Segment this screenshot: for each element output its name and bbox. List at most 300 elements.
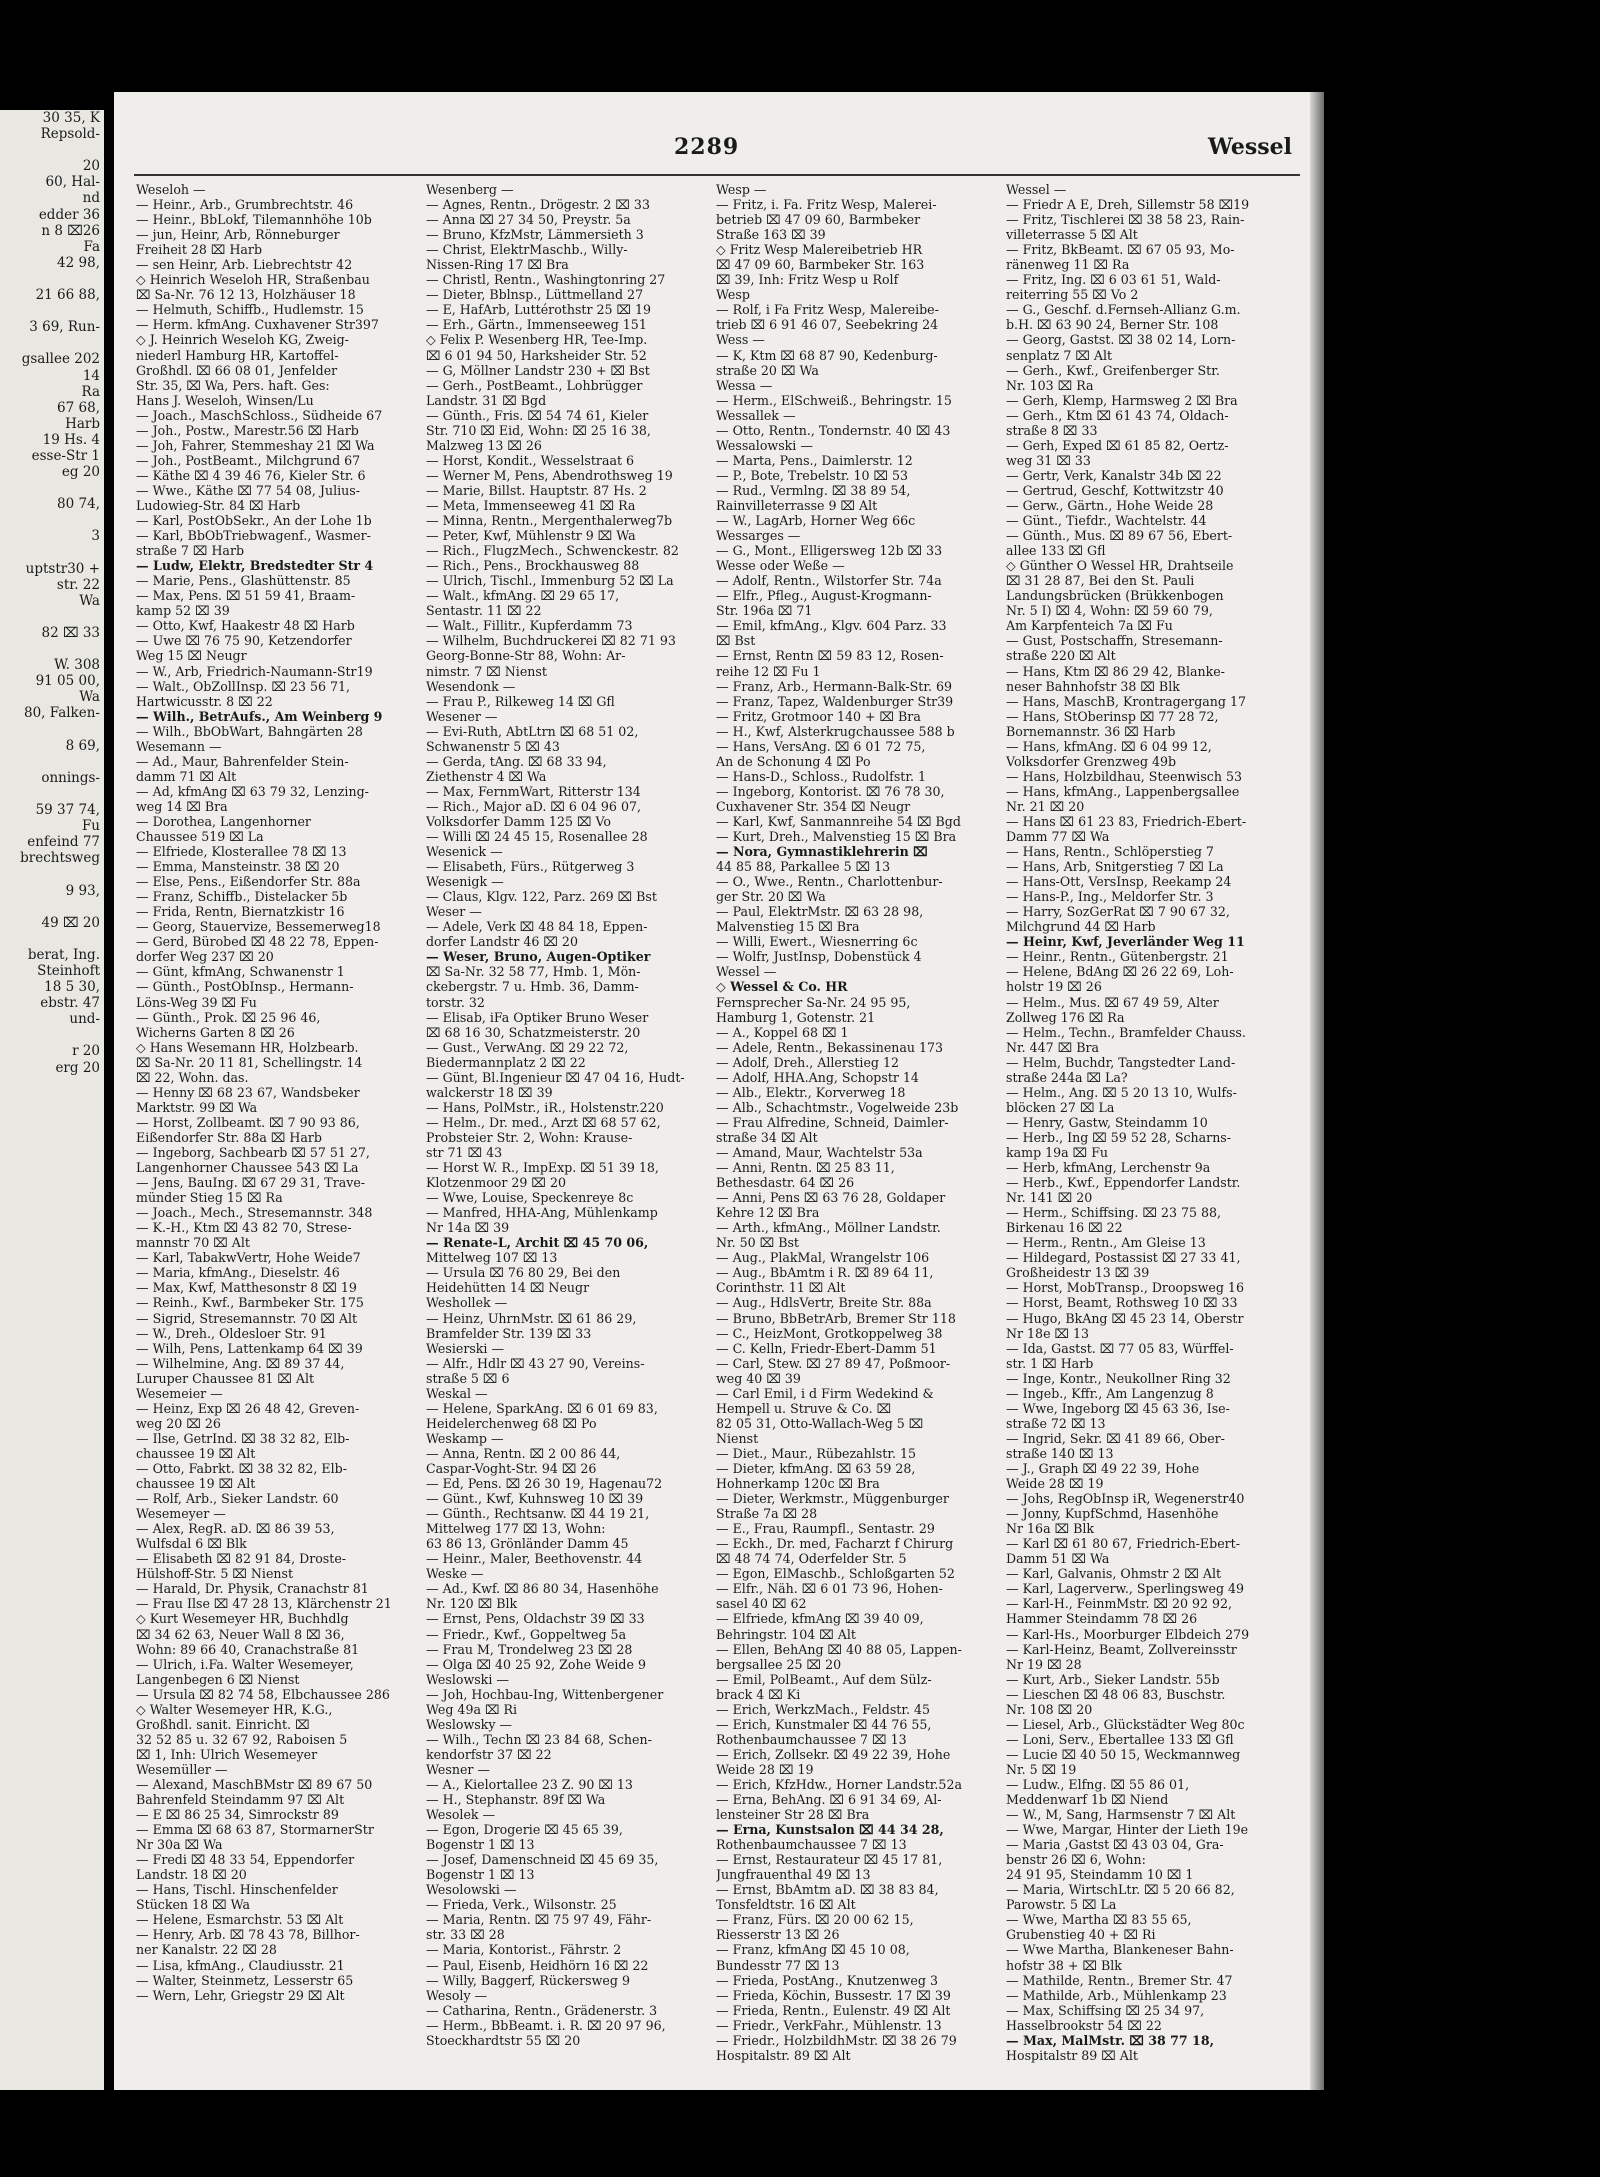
directory-entry: — Christl, Rentn., Washingtonring 27 xyxy=(426,272,666,288)
directory-entry: — Frau Alfredine, Schneid, Daimler- xyxy=(716,1114,949,1130)
column-2 xyxy=(426,182,716,2082)
directory-entry: — Max, Pens. ⌧ 51 59 41, Braam- xyxy=(136,588,356,604)
directory-entry: — Helm., Mus. ⌧ 67 49 59, Alter xyxy=(1006,994,1219,1010)
directory-entry: — W., Dreh., Oldesloer Str. 91 xyxy=(136,1325,327,1341)
directory-entry: — Helm., Dr. med., Arzt ⌧ 68 57 62, xyxy=(426,1114,661,1130)
directory-entry: — H., Stephanstr. 89f ⌧ Wa xyxy=(426,1792,606,1808)
directory-entry: Freiheit 28 ⌧ Harb xyxy=(136,242,263,258)
directory-entry: — Inge, Kontr., Neukollner Ring 32 xyxy=(1006,1370,1231,1386)
adjacent-page-fragment: Ra xyxy=(81,383,100,400)
directory-entry: — Frida, Rentn, Biernatzkistr 16 xyxy=(136,904,345,920)
directory-entry: — Joh, Hochbau-Ing, Wittenbergener xyxy=(426,1686,664,1702)
directory-entry: — Maria, kfmAng., Dieselstr. 46 xyxy=(136,1265,340,1281)
directory-entry: — Willy, Baggerf, Rückersweg 9 xyxy=(426,1972,630,1988)
directory-entry: — Henny ⌧ 68 23 67, Wandsbeker xyxy=(136,1084,360,1100)
directory-entry: Nr 18e ⌧ 13 xyxy=(1006,1325,1090,1341)
directory-entry: — Ellen, BehAng ⌧ 40 88 05, Lappen- xyxy=(716,1641,962,1657)
directory-entry: Wesener — xyxy=(426,708,498,724)
directory-entry: ◇ Fritz Wesp Malereibetrieb HR xyxy=(716,242,923,258)
directory-entry: — W., LagArb, Horner Weg 66c xyxy=(716,513,916,529)
directory-entry: — Fritz, Tischlerei ⌧ 38 58 23, Rain- xyxy=(1006,212,1245,228)
directory-entry: — C., HeizMont, Grotkoppelweg 38 xyxy=(716,1325,943,1341)
directory-entry: Riesserstr 13 ⌧ 26 xyxy=(716,1927,840,1943)
directory-entry: Wessalowski — xyxy=(716,437,813,453)
directory-entry: ⌧ Bst xyxy=(716,633,756,649)
directory-entry: — Helmuth, Schiffb., Hudlemstr. 15 xyxy=(136,302,364,318)
directory-entry: kamp 19a ⌧ Fu xyxy=(1006,1145,1109,1160)
adjacent-page-fragment: 80, Falken- xyxy=(23,705,100,722)
directory-entry: Löns-Weg 39 ⌧ Fu xyxy=(136,994,257,1010)
directory-entry: Volksdorfer Damm 125 ⌧ Vo xyxy=(426,813,612,829)
directory-entry: Zollweg 176 ⌧ Ra xyxy=(1006,1009,1125,1025)
directory-entry: Straße 163 ⌧ 39 xyxy=(716,227,826,243)
directory-entry: — Dieter, kfmAng. ⌧ 63 59 28, xyxy=(716,1460,916,1476)
adjacent-page-fragment xyxy=(0,480,104,496)
directory-entry: ⌧ Sa-Nr. 32 58 77, Hmb. 1, Mön- xyxy=(426,964,641,980)
directory-entry: benstr 26 ⌧ 6, Wohn: xyxy=(1006,1852,1146,1868)
directory-entry: straße 20 ⌧ Wa xyxy=(716,362,819,378)
directory-entry: — Uwe ⌧ 76 75 90, Ketzendorfer xyxy=(136,633,352,649)
column-4 xyxy=(1006,182,1296,2082)
directory-entry: Nr. 5 I) ⌧ 4, Wohn: ⌧ 59 60 79, xyxy=(1006,603,1213,619)
directory-entry: münder Stieg 15 ⌧ Ra xyxy=(136,1190,283,1206)
directory-entry: Wesp — xyxy=(716,182,767,197)
directory-entry: — Herb, kfmAng, Lerchenstr 9a xyxy=(1006,1160,1211,1176)
directory-entry: — Hans, VersAng. ⌧ 6 01 72 75, xyxy=(716,738,926,754)
directory-entry: Marktstr. 99 ⌧ Wa xyxy=(136,1099,258,1115)
page-header xyxy=(114,134,1310,164)
directory-entry: — Günt, Bl.Ingenieur ⌧ 47 04 16, Hudt- xyxy=(426,1069,685,1085)
directory-entry: — Herm. kfmAng. Cuxhavener Str397 xyxy=(136,317,379,333)
directory-entry: — Joh., Postw., Marestr.56 ⌧ Harb xyxy=(136,422,359,438)
directory-entry: — Herm., Schiffsing. ⌧ 23 75 88, xyxy=(1006,1205,1222,1221)
directory-entry: Großhdl. ⌧ 66 08 01, Jenfelder xyxy=(136,362,338,378)
adjacent-page-fragment: 9 93, xyxy=(65,882,100,899)
directory-entry: Nr. 141 ⌧ 20 xyxy=(1006,1190,1093,1206)
directory-entry: Volksdorfer Grenzweg 49b xyxy=(1006,753,1177,769)
directory-entry: — Aug., HdlsVertr, Breite Str. 88a xyxy=(716,1295,932,1311)
adjacent-page-fragment: str. 22 xyxy=(56,576,100,593)
directory-entry: — Günth., Mus. ⌧ 89 67 56, Ebert- xyxy=(1006,528,1233,544)
directory-entry: Weslowsky — xyxy=(426,1716,513,1732)
directory-entry: torstr. 32 xyxy=(426,994,485,1010)
directory-entry: — Ernst, BbAmtm aD. ⌧ 38 83 84, xyxy=(716,1882,939,1898)
directory-entry: Georg-Bonne-Str 88, Wohn: Ar- xyxy=(426,648,626,664)
directory-entry: — Adolf, Dreh., Allerstieg 12 xyxy=(716,1054,899,1070)
directory-entry: Nissen-Ring 17 ⌧ Bra xyxy=(426,257,569,273)
directory-entry: Wesenberg — xyxy=(426,182,514,197)
directory-entry: ◇ Kurt Wesemeyer HR, Buchhdlg xyxy=(136,1611,349,1627)
directory-entry: weg 31 ⌧ 33 xyxy=(1006,452,1091,468)
directory-entry: — Helene, BdAng ⌧ 26 22 69, Loh- xyxy=(1006,964,1234,980)
directory-entry: 82 05 31, Otto-Wallach-Weg 5 ⌧ xyxy=(716,1415,924,1431)
directory-entry: — Diet., Maur., Rübezahlstr. 15 xyxy=(716,1445,916,1461)
directory-entry: — Ad., Maur, Bahrenfelder Stein- xyxy=(136,753,349,769)
adjacent-page-fragment xyxy=(0,866,104,882)
directory-entry: — Alb., Elektr., Korverweg 18 xyxy=(716,1084,906,1100)
directory-entry: — Karl ⌧ 61 80 67, Friedrich-Ebert- xyxy=(1006,1536,1240,1552)
directory-entry: — Wilh., BbObWart, Bahngärten 28 xyxy=(136,723,363,739)
directory-entry: b.H. ⌧ 63 90 24, Berner Str. 108 xyxy=(1006,317,1219,333)
directory-entry: — Paul, ElektrMstr. ⌧ 63 28 98, xyxy=(716,904,924,920)
directory-entry: — Henry, Gastw, Steindamm 10 xyxy=(1006,1114,1208,1130)
directory-entry: ◇ J. Heinrich Weseloh KG, Zweig- xyxy=(136,332,349,348)
header-rule xyxy=(134,174,1300,176)
directory-entry: — Horst, MobTransp., Droopsweg 16 xyxy=(1006,1280,1244,1296)
directory-entry: ◇ Wessel & Co. HR xyxy=(716,979,848,995)
directory-entry: — Franz, Fürs. ⌧ 20 00 62 15, xyxy=(716,1912,914,1928)
adjacent-page-fragment: 18 5 30, xyxy=(44,979,100,996)
directory-entry: — H., Kwf, Alsterkrugchaussee 588 b xyxy=(716,723,955,739)
directory-entry: Weg 15 ⌧ Neugr xyxy=(136,648,247,664)
directory-entry: — Herb., Kwf., Eppendorfer Landstr. xyxy=(1006,1175,1241,1191)
directory-entry: Damm 51 ⌧ Wa xyxy=(1006,1551,1110,1567)
running-head: Wessel xyxy=(1207,134,1292,160)
adjacent-page-fragment: 14 xyxy=(82,367,100,384)
directory-entry: — Ad, kfmAng ⌧ 63 79 32, Lenzing- xyxy=(136,783,369,799)
directory-entry: — Adolf, HHA.Ang, Schopstr 14 xyxy=(716,1069,919,1085)
directory-entry: Stücken 18 ⌧ Wa xyxy=(136,1897,250,1913)
directory-entry: — W., Arb, Friedrich-Naumann-Str19 xyxy=(136,663,373,679)
directory-entry: — Gerh, Exped ⌧ 61 85 82, Oertz- xyxy=(1006,437,1229,453)
directory-entry: — Minna, Rentn., Mergenthalerweg7b xyxy=(426,513,673,529)
directory-entry: betrieb ⌧ 47 09 60, Barmbeker xyxy=(716,212,921,228)
directory-entry: neser Bahnhofstr 38 ⌧ Blk xyxy=(1006,678,1180,694)
directory-entry: — Rich., Pens., Brockhausweg 88 xyxy=(426,558,640,574)
directory-entry: — Rud., Vermlng. ⌧ 38 89 54, xyxy=(716,482,911,498)
directory-entry: — sen Heinr, Arb. Liebrechtstr 42 xyxy=(136,257,353,273)
directory-entry: — Helm., Ang. ⌧ 5 20 13 10, Wulfs- xyxy=(1006,1084,1237,1100)
directory-entry: hofstr 38 + ⌧ Blk xyxy=(1006,1957,1122,1973)
directory-entry: — E., Frau, Raumpfl., Sentastr. 29 xyxy=(716,1521,935,1537)
directory-entry: — Marta, Pens., Daimlerstr. 12 xyxy=(716,452,913,468)
directory-entry: — Sigrid, Stresemannstr. 70 ⌧ Alt xyxy=(136,1310,358,1326)
directory-entry: Nr. 5 ⌧ 19 xyxy=(1006,1761,1077,1777)
directory-entry: — Günth., PostObInsp., Hermann- xyxy=(136,979,354,995)
directory-entry: Nr 16a ⌧ Blk xyxy=(1006,1521,1095,1537)
directory-entry: — Friedr., Kwf., Goppeltweg 5a xyxy=(426,1626,627,1642)
directory-entry: — Kurt, Dreh., Malvenstieg 15 ⌧ Bra xyxy=(716,829,957,845)
directory-entry: — Maria, Kontorist., Fährstr. 2 xyxy=(426,1942,622,1958)
directory-entry: Birkenau 16 ⌧ 22 xyxy=(1006,1220,1123,1236)
directory-entry: — Gerh., PostBeamt., Lohbrügger xyxy=(426,377,643,393)
directory-entry: — Hans, Tischl. Hinschenfelder xyxy=(136,1882,338,1898)
adjacent-page-fragment xyxy=(0,722,104,738)
adjacent-page-fragment xyxy=(0,931,104,947)
directory-entry: — Joach., Mech., Stresemannstr. 348 xyxy=(136,1205,373,1221)
directory-entry: straße 244a ⌧ La? xyxy=(1006,1069,1128,1085)
directory-entry: ◇ Heinrich Weseloh HR, Straßenbau xyxy=(136,272,370,288)
directory-entry: Hospitalstr 89 ⌧ Alt xyxy=(1006,2047,1138,2063)
directory-entry: Str. 710 ⌧ Eid, Wohn: ⌧ 25 16 38, xyxy=(426,422,651,438)
directory-entry: — Heinr, Kwf, Jeverländer Weg 11 xyxy=(1006,934,1245,950)
directory-entry: — Elfr., Näh. ⌧ 6 01 73 96, Hohen- xyxy=(716,1581,943,1597)
directory-entry: — Egon, Drogerie ⌧ 45 65 39, xyxy=(426,1822,623,1838)
adjacent-page-fragment xyxy=(0,142,104,158)
directory-entry: 24 91 95, Steindamm 10 ⌧ 1 xyxy=(1006,1867,1194,1883)
adjacent-page-fragment: nd xyxy=(82,190,100,207)
directory-entry: Straße 7a ⌧ 28 xyxy=(716,1506,818,1522)
directory-entry: — Günt, kfmAng, Schwanenstr 1 xyxy=(136,964,345,980)
directory-entry: — Harry, SozGerRat ⌧ 7 90 67 32, xyxy=(1006,904,1230,920)
directory-entry: Biedermannplatz 2 ⌧ 22 xyxy=(426,1054,586,1070)
adjacent-page-fragment xyxy=(0,609,104,625)
directory-entry: straße 140 ⌧ 13 xyxy=(1006,1445,1114,1461)
directory-entry: Mittelweg 177 ⌧ 13, Wohn: xyxy=(426,1521,606,1537)
directory-entry: Nr. 50 ⌧ Bst xyxy=(716,1235,799,1251)
directory-entry: — Werner M, Pens, Abendrothsweg 19 xyxy=(426,467,673,483)
directory-entry: ger Str. 20 ⌧ Wa xyxy=(716,889,826,905)
directory-entry: — Hans-P., Ing., Meldorfer Str. 3 xyxy=(1006,889,1214,905)
directory-entry: kendorfstr 37 ⌧ 22 xyxy=(426,1746,552,1762)
directory-entry: — Franz, Schiffb., Distelacker 5b xyxy=(136,889,348,905)
directory-entry: — Wwe, Louise, Speckenreye 8c xyxy=(426,1190,634,1206)
directory-entry: — Emil, kfmAng., Klgv. 604 Parz. 33 xyxy=(716,618,947,634)
adjacent-page-fragment: Wa xyxy=(79,689,100,706)
directory-entry: — Heinz, UhrnMstr. ⌧ 61 86 29, xyxy=(426,1310,637,1326)
directory-entry: — Walt., kfmAng. ⌧ 29 65 17, xyxy=(426,588,620,604)
directory-entry: — Ingrid, Sekr. ⌧ 41 89 66, Ober- xyxy=(1006,1430,1225,1446)
adjacent-page-fragment xyxy=(0,641,104,657)
directory-entry: — Lisa, kfmAng., Claudiusstr. 21 xyxy=(136,1957,345,1973)
directory-entry: — Hans ⌧ 61 23 83, Friedrich-Ebert- xyxy=(1006,813,1247,829)
directory-entry: — Karl-Heinz, Beamt, Zollvereinsstr xyxy=(1006,1641,1237,1657)
directory-entry: — Mathilde, Rentn., Bremer Str. 47 xyxy=(1006,1972,1233,1988)
directory-entry: — E ⌧ 86 25 34, Simrockstr 89 xyxy=(136,1807,339,1823)
directory-entry: — Ulrich, i.Fa. Walter Wesemeyer, xyxy=(136,1656,354,1672)
directory-entry: — Hans, Ktm ⌧ 86 29 42, Blanke- xyxy=(1006,663,1225,679)
directory-entry: Stoeckhardtstr 55 ⌧ 20 xyxy=(426,2032,581,2048)
adjacent-page-fragment: berat, Ing. xyxy=(27,946,100,963)
adjacent-page-fragment: 21 66 88, xyxy=(35,287,100,304)
directory-entry: — Ernst, Pens, Oldachstr 39 ⌧ 33 xyxy=(426,1611,645,1627)
directory-entry: — Henry, Arb. ⌧ 78 43 78, Billhor- xyxy=(136,1927,360,1943)
directory-entry: — Meta, Immenseeweg 41 ⌧ Ra xyxy=(426,497,636,513)
directory-entry: ⌧ 48 74 74, Oderfelder Str. 5 xyxy=(716,1551,907,1567)
directory-entry: — Erna, Kunstsalon ⌧ 44 34 28, xyxy=(716,1822,944,1838)
directory-entry: — Hans, Arb, Snitgerstieg 7 ⌧ La xyxy=(1006,859,1224,875)
directory-entry: — Catharina, Rentn., Grädenerstr. 3 xyxy=(426,2002,658,2018)
directory-entry: — Helene, SparkAng. ⌧ 6 01 69 83, xyxy=(426,1400,658,1416)
adjacent-page-fragment: 67 68, xyxy=(57,399,100,416)
adjacent-page-fragment: enfeind 77 xyxy=(27,834,100,851)
directory-entry: Wesierski — xyxy=(426,1340,505,1356)
directory-entry: Hans J. Weseloh, Winsen/Lu xyxy=(136,392,314,408)
directory-entry: Langenbegen 6 ⌧ Nienst xyxy=(136,1671,300,1687)
directory-entry: Langenhorner Chaussee 543 ⌧ La xyxy=(136,1160,359,1176)
directory-entry: — Erich, Kunstmaler ⌧ 44 76 55, xyxy=(716,1716,932,1732)
directory-entry: — Ilse, GetrInd. ⌧ 38 32 82, Elb- xyxy=(136,1430,350,1446)
directory-entry: Wesendonk — xyxy=(426,678,516,694)
directory-entry: — Dieter, Werkmstr., Müggenburger xyxy=(716,1491,949,1507)
directory-entry: — Elisabeth, Fürs., Rütgerweg 3 xyxy=(426,859,635,875)
directory-entry: ⌧ 6 01 94 50, Harksheider Str. 52 xyxy=(426,347,647,363)
directory-entry: lensteiner Str 28 ⌧ Bra xyxy=(716,1807,870,1823)
directory-entry: Fernsprecher Sa-Nr. 24 95 95, xyxy=(716,994,911,1010)
directory-entry: ⌧ 1, Inh: Ulrich Wesemeyer xyxy=(136,1746,318,1762)
directory-entry: Weide 28 ⌧ 19 xyxy=(1006,1476,1104,1492)
adjacent-page-fragment: eg 20 xyxy=(61,464,100,481)
directory-entry: holstr 19 ⌧ 26 xyxy=(1006,979,1102,995)
directory-entry: — C. Kelln, Friedr-Ebert-Damm 51 xyxy=(716,1340,937,1356)
directory-entry: — Ursula ⌧ 82 74 58, Elbchaussee 286 xyxy=(136,1686,390,1702)
directory-entry: — Amand, Maur, Wachtelstr 53a xyxy=(716,1145,923,1160)
directory-entry: — Friedr., VerkFahr., Mühlenstr. 13 xyxy=(716,2017,942,2033)
directory-entry: — Emil, PolBeamt., Auf dem Sülz- xyxy=(716,1671,932,1687)
adjacent-page-fragment xyxy=(0,271,104,287)
directory-entry: — Ad., Kwf. ⌧ 86 80 34, Hasenhöhe xyxy=(426,1581,659,1597)
directory-entry: — Adele, Verk ⌧ 48 84 18, Eppen- xyxy=(426,919,648,935)
directory-entry: — Hans, StOberinsp ⌧ 77 28 72, xyxy=(1006,708,1219,724)
directory-entry: — K.-H., Ktm ⌧ 43 82 70, Strese- xyxy=(136,1220,352,1236)
directory-entry: — Horst, Kondit., Wesselstraat 6 xyxy=(426,452,635,468)
directory-entry: — Anni, Pens ⌧ 63 76 28, Goldaper xyxy=(716,1190,946,1206)
directory-entry: — Helene, Esmarchstr. 53 ⌧ Alt xyxy=(136,1912,344,1928)
directory-entry: — Loni, Serv., Ebertallee 133 ⌧ Gfl xyxy=(1006,1731,1234,1747)
directory-entry: Landungsbrücken (Brükkenbogen xyxy=(1006,588,1224,604)
directory-entry: — Fritz, BkBeamt. ⌧ 67 05 93, Mo- xyxy=(1006,242,1235,258)
adjacent-page-fragment xyxy=(0,754,104,770)
directory-entry: Wesp xyxy=(716,287,750,303)
directory-entry: — Johs, RegObInsp iR, Wegenerstr40 xyxy=(1006,1491,1245,1507)
directory-entry: ränenweg 11 ⌧ Ra xyxy=(1006,257,1130,273)
directory-entry: Hamburg 1, Gotenstr. 21 xyxy=(716,1009,876,1025)
directory-entry: villeterrasse 5 ⌧ Alt xyxy=(1006,227,1138,243)
directory-entry: Weser — xyxy=(426,904,482,920)
directory-entry: — Hans-D., Schloss., Rudolfstr. 1 xyxy=(716,768,927,784)
adjacent-page-fragment: brechtsweg xyxy=(20,850,100,867)
directory-entry: Heidelerchenweg 68 ⌧ Po xyxy=(426,1415,597,1431)
directory-entry: — Karl, BbObTriebwagenf., Wasmer- xyxy=(136,528,371,544)
directory-entry: — Hans, Holzbildhau, Steenwisch 53 xyxy=(1006,768,1242,784)
directory-entry: — Elfriede, kfmAng ⌧ 39 40 09, xyxy=(716,1611,924,1627)
directory-entry: — Maria, Rentn. ⌧ 75 97 49, Fähr- xyxy=(426,1912,652,1928)
directory-entry: Wesolowski — xyxy=(426,1882,517,1898)
directory-entry: Milchgrund 44 ⌧ Harb xyxy=(1006,919,1156,935)
directory-entry: — Aug., BbAmtm i R. ⌧ 89 64 11, xyxy=(716,1265,934,1281)
directory-entry: — Wilhelmine, Ang. ⌧ 89 37 44, xyxy=(136,1355,345,1371)
directory-entry: — Günth., Rechtsanw. ⌧ 44 19 21, xyxy=(426,1506,650,1522)
directory-entry: — Otto, Rentn., Tondernstr. 40 ⌧ 43 xyxy=(716,422,951,438)
directory-entry: — Erich, WerkzMach., Feldstr. 45 xyxy=(716,1701,931,1717)
directory-entry: — Joach., MaschSchloss., Südheide 67 xyxy=(136,407,383,423)
directory-entry: Corinthstr. 11 ⌧ Alt xyxy=(716,1280,846,1296)
directory-entry: Nr. 108 ⌧ 20 xyxy=(1006,1701,1093,1717)
directory-entry: Hasselbrookstr 54 ⌧ 22 xyxy=(1006,2017,1162,2033)
directory-entry: — Ernst, Rentn ⌧ 59 83 12, Rosen- xyxy=(716,648,944,664)
adjacent-page-fragment: erg 20 xyxy=(55,1059,100,1076)
adjacent-page-fragment: Harb xyxy=(65,415,100,432)
directory-entry: niederl Hamburg HR, Kartoffel- xyxy=(136,347,339,363)
directory-entry: — P., Bote, Trebelstr. 10 ⌧ 53 xyxy=(716,467,909,483)
directory-entry: — A., Koppel 68 ⌧ 1 xyxy=(716,1024,849,1040)
directory-entry: — Franz, kfmAng ⌧ 45 10 08, xyxy=(716,1942,910,1958)
directory-page xyxy=(114,92,1310,2090)
directory-entry: — Ludw, Elektr, Bredstedter Str 4 xyxy=(136,558,374,574)
adjacent-page-fragment: edder 36 xyxy=(38,206,100,223)
directory-entry: Weskamp — xyxy=(426,1430,504,1446)
directory-entry: Wesenigk — xyxy=(426,874,504,890)
directory-entry: Jungfrauenthal 49 ⌧ 13 xyxy=(716,1867,871,1883)
directory-entry: — Ulrich, Tischl., Immenburg 52 ⌧ La xyxy=(426,573,674,589)
directory-entry: — Heinz, Exp ⌧ 26 48 42, Greven- xyxy=(136,1400,360,1416)
directory-entry: Großheidestr 13 ⌧ 39 xyxy=(1006,1265,1150,1281)
adjacent-page-fragment: Steinhoft xyxy=(37,962,100,979)
directory-entry: Weske — xyxy=(426,1566,484,1582)
directory-entry: — Anna, Rentn. ⌧ 2 00 86 44, xyxy=(426,1445,621,1461)
directory-entry: — Frieda, PostAng., Knutzenweg 3 xyxy=(716,1972,938,1988)
directory-entry: — Herm., ElSchweiß., Behringstr. 15 xyxy=(716,392,952,408)
directory-entry: — Ed, Pens. ⌧ 26 30 19, Hagenau72 xyxy=(426,1476,663,1492)
directory-entry: — Fritz, Ing. ⌧ 6 03 61 51, Wald- xyxy=(1006,272,1221,288)
directory-entry: Bramfelder Str. 139 ⌧ 33 xyxy=(426,1325,592,1341)
directory-entry: Landstr. 31 ⌧ Bgd xyxy=(426,392,547,408)
directory-entry: Nr 30a ⌧ Wa xyxy=(136,1837,223,1853)
directory-entry: chaussee 19 ⌧ Alt xyxy=(136,1476,256,1492)
directory-entry: — Evi-Ruth, AbtLtrn ⌧ 68 51 02, xyxy=(426,723,639,739)
directory-entry: — Carl Emil, i d Firm Wedekind & xyxy=(716,1385,934,1401)
directory-entry: — Gerw., Gärtn., Hohe Weide 28 xyxy=(1006,497,1214,513)
directory-entry: 44 85 88, Parkallee 5 ⌧ 13 xyxy=(716,859,891,875)
directory-entry: — Erna, BehAng. ⌧ 6 91 34 69, Al- xyxy=(716,1792,942,1808)
directory-entry: — Franz, Tapez, Waldenburger Str39 xyxy=(716,693,954,709)
directory-entry: — Hildegard, Postassist ⌧ 27 33 41, xyxy=(1006,1250,1241,1266)
directory-entry: Malvenstieg 15 ⌧ Bra xyxy=(716,919,860,935)
directory-entry: ◇ Felix P. Wesenberg HR, Tee-Imp. xyxy=(426,332,648,348)
directory-entry: straße 220 ⌧ Alt xyxy=(1006,648,1116,664)
directory-entry: Parowstr. 5 ⌧ La xyxy=(1006,1897,1117,1913)
directory-entry: — Heinr., Rentn., Gütenbergstr. 21 xyxy=(1006,949,1229,965)
directory-entry: Mittelweg 107 ⌧ 13 xyxy=(426,1250,558,1266)
column-3 xyxy=(716,182,1006,2082)
directory-entry: Hospitalstr. 89 ⌧ Alt xyxy=(716,2047,851,2063)
directory-entry: Hammer Steindamm 78 ⌧ 26 xyxy=(1006,1611,1198,1627)
directory-entry: — Erich, Zollsekr. ⌧ 49 22 39, Hohe xyxy=(716,1746,951,1762)
directory-entry: — Herm., Rentn., Am Gleise 13 xyxy=(1006,1235,1206,1251)
directory-entry: — Jonny, KupfSchmd, Hasenhöhe xyxy=(1006,1506,1219,1522)
directory-entry: — Adele, Rentn., Bekassinenau 173 xyxy=(716,1039,944,1055)
adjacent-page-fragment: 82 ⌧ 33 xyxy=(41,625,100,641)
directory-entry: Behringstr. 104 ⌧ Alt xyxy=(716,1626,856,1642)
directory-entry: str. 1 ⌧ Harb xyxy=(1006,1355,1094,1371)
directory-entry: Wesemann — xyxy=(136,738,222,754)
directory-entry: ◇ Günther O Wessel HR, Drahtseile xyxy=(1006,558,1234,574)
directory-entry: — Maria, WirtschLtr. ⌧ 5 20 66 82, xyxy=(1006,1882,1235,1898)
adjacent-page-fragment xyxy=(0,899,104,915)
adjacent-page-fragment: 20 xyxy=(82,158,100,175)
directory-entry: — Gust., VerwAng. ⌧ 29 22 72, xyxy=(426,1039,629,1055)
directory-entry: ner Kanalstr. 22 ⌧ 28 xyxy=(136,1942,277,1958)
directory-entry: — Max, MalMstr. ⌧ 38 77 18, xyxy=(1006,2032,1214,2048)
directory-entry: Wesenick — xyxy=(426,844,503,860)
directory-entry: Weskal — xyxy=(426,1385,488,1401)
directory-entry: Wicherns Garten 8 ⌧ 26 xyxy=(136,1024,295,1040)
directory-entry: — Horst, Beamt, Rothsweg 10 ⌧ 33 xyxy=(1006,1295,1238,1311)
directory-entry: — Joh., PostBeamt., Milchgrund 67 xyxy=(136,452,361,468)
directory-entry: Cuxhavener Str. 354 ⌧ Neugr xyxy=(716,798,911,814)
directory-entry: Hülshoff-Str. 5 ⌧ Nienst xyxy=(136,1566,294,1582)
directory-entry: — Ingeborg, Kontorist. ⌧ 76 78 30, xyxy=(716,783,945,799)
directory-entry: dorfer Weg 237 ⌧ 20 xyxy=(136,949,274,965)
directory-entry: Wesolek — xyxy=(426,1807,496,1823)
directory-entry: — Arth., kfmAng., Möllner Landstr. xyxy=(716,1220,941,1236)
directory-entry: — Erich, KfzHdw., Horner Landstr.52a xyxy=(716,1776,962,1792)
directory-entry: — O., Wwe., Rentn., Charlottenbur- xyxy=(716,874,943,890)
directory-entry: Rainvilleterrasse 9 ⌧ Alt xyxy=(716,497,878,513)
directory-entry: — Gerh, Klemp, Harmsweg 2 ⌧ Bra xyxy=(1006,392,1238,408)
adjacent-page-fragment: und- xyxy=(69,1011,100,1028)
directory-entry: Malzweg 13 ⌧ 26 xyxy=(426,437,542,453)
